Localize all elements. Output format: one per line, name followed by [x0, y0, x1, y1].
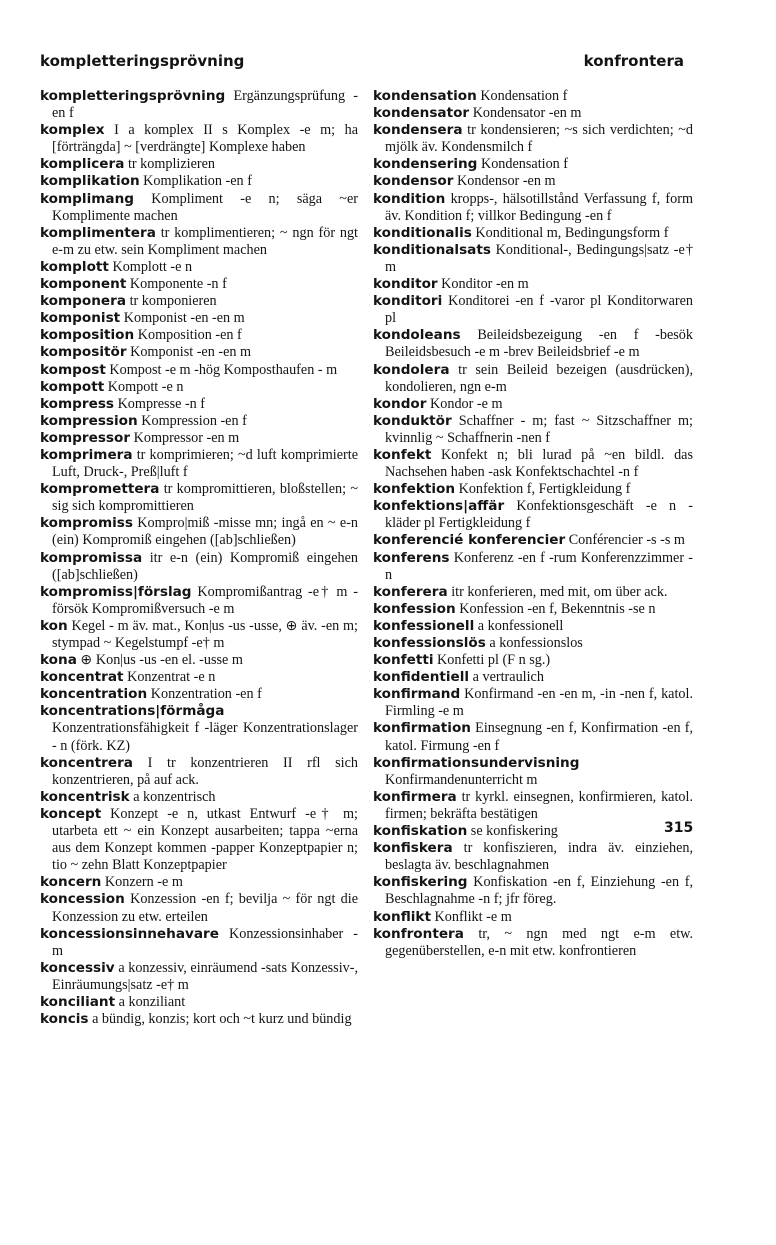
headword: konfiskering [373, 874, 468, 891]
dictionary-entry [373, 327, 693, 361]
definition: Komponente -n f [129, 276, 227, 293]
headword: konfirmera [373, 788, 457, 805]
dictionary-entry [373, 686, 693, 720]
left-column [40, 88, 358, 1028]
dictionary-entry [373, 840, 693, 874]
dictionary-entry [40, 926, 358, 960]
definition: Kompliment -e n; säga ~er Komplimente machen [52, 190, 358, 224]
headword: kompressor [40, 429, 131, 446]
headword: konfirmationsundervisning [373, 754, 580, 771]
dictionary-entry [40, 430, 358, 447]
dictionary-entry [40, 481, 358, 515]
definition: Konzentrationsfähigkeit f -läger Konzentrationslager - n (förk. KZ) [52, 720, 358, 754]
headword: kondensering [373, 156, 478, 173]
definition: Kompost -e m -hög Komposthaufen - m [109, 361, 338, 378]
headword: kondition [373, 190, 446, 207]
page-number: 315 [664, 820, 694, 836]
headword: kondolera [373, 361, 450, 378]
definition: Komponist -en -en m [123, 310, 245, 327]
dictionary-entry [373, 105, 693, 122]
dictionary-entry [373, 191, 693, 225]
headword: konfirmation [373, 720, 471, 737]
headword: kompost [40, 361, 106, 378]
headword: konferens [373, 549, 450, 566]
headword: konditor [373, 276, 438, 293]
headword: komplex [40, 122, 105, 139]
definition: a konfessionell [477, 617, 564, 634]
definition: Konfektion f, Fertigkleidung f [458, 481, 631, 498]
definition: Schaffner - m; fast ~ Sitzschaffner m; kvinnlig ~ Schaffnerin -nen f [385, 412, 693, 446]
headword: konfrontera [373, 925, 464, 942]
headword: koncis [40, 1011, 89, 1028]
headword: komposition [40, 327, 135, 344]
dictionary-entry [40, 225, 358, 259]
dictionary-entry [40, 88, 358, 122]
headword: kompress [40, 395, 115, 412]
definition: Konzession -en f; bevilja ~ för ngt die Konzession zu etw. erteilen [52, 891, 359, 925]
headword: kompromiss [40, 515, 133, 532]
headword: konfidentiell [373, 669, 470, 686]
definition: Konzentration -en f [150, 686, 262, 703]
definition: tr konfiszieren, indra äv. einziehen, beslagta äv. beschlagnahmen [385, 840, 694, 874]
headword: kon [40, 617, 68, 634]
definition: Konfektionsgeschäft -e n -kläder pl Fertigkleidung f [385, 498, 694, 532]
dictionary-entry [373, 225, 693, 242]
dictionary-entry [40, 703, 358, 754]
definition: Kompro|miß -misse mn; ingå en ~ e-n (ein) Kompromiß eingehen ([ab]schließen) [52, 515, 359, 549]
dictionary-entry [373, 498, 693, 532]
headword: kompromiss|förslag [40, 583, 192, 600]
definition: tr komponieren [129, 293, 217, 310]
dictionary-entry [373, 601, 693, 618]
headword: koncept [40, 805, 102, 822]
headword: koncessionsinnehavare [40, 925, 219, 942]
headword: kondensator [373, 105, 470, 122]
dictionary-entry [373, 532, 693, 549]
definition: Konditorei -en f -varor pl Konditorwaren pl [385, 293, 694, 327]
dictionary-entry [40, 669, 358, 686]
dictionary-entry [40, 259, 358, 276]
definition: Kompressor -en m [133, 429, 240, 446]
headword: kompletteringsprövning [40, 88, 226, 104]
headword: konfektions|affär [373, 498, 505, 515]
dictionary-entry [40, 874, 358, 891]
headword: kondensera [373, 122, 463, 139]
dictionary-entry [40, 994, 358, 1011]
headword: koncentration [40, 686, 148, 703]
headword: konduktör [373, 412, 452, 429]
dictionary-entry [40, 515, 358, 549]
definition: Kompromißantrag -e† m -försök Kompromißversuch -e m [52, 583, 358, 617]
dictionary-entry [373, 293, 693, 327]
definition: tr kondensieren; ~s sich verdichten; ~d mjölk äv. Kondensmilch f [385, 122, 694, 156]
definition: Komplott -e n [112, 258, 193, 275]
definition: Kompression -en f [141, 412, 247, 429]
headword: konfiskation [373, 823, 468, 840]
definition: a konziliant [118, 993, 186, 1010]
dictionary-entry [40, 310, 358, 327]
definition: Konfession -en f, Bekenntnis -se n [459, 600, 656, 617]
dictionary-entry [40, 396, 358, 413]
headword: konferera [373, 583, 448, 600]
dictionary-entry [373, 242, 693, 276]
dictionary-entry [373, 122, 693, 156]
definition: Komplikation -en f [143, 173, 252, 190]
dictionary-entry [373, 173, 693, 190]
dictionary-entry [373, 789, 693, 823]
definition: tr komprimieren; ~d luft komprimierte Luft, Druck-, Preß|luft f [52, 446, 358, 481]
definition: I tr konzentrieren II rfl sich konzentrieren, på auf ack. [52, 754, 359, 788]
headword: kona [40, 652, 77, 669]
dictionary-entry [40, 413, 358, 430]
dictionary-entry [40, 447, 358, 481]
definition: Konzern -e m [104, 874, 183, 891]
dictionary-entry [40, 122, 358, 156]
dictionary-entry [373, 874, 693, 908]
dictionary-entry [373, 635, 693, 652]
dictionary-entry [373, 447, 693, 481]
dictionary-entry [40, 173, 358, 190]
right-column [373, 88, 693, 960]
headword: komplott [40, 258, 109, 275]
dictionary-entry [40, 584, 358, 618]
definition: itr e-n (ein) Kompromiß eingehen ([ab]schließen) [52, 549, 358, 583]
headword: konciliant [40, 993, 116, 1010]
definition: Kondensation f [480, 156, 569, 173]
definition: Kondor -e m [430, 395, 503, 412]
dictionary-entry [40, 755, 358, 789]
headword: konferencié konferencier [373, 532, 566, 549]
definition: Ergänzungsprüfung -en f [52, 88, 358, 122]
headword: koncession [40, 891, 125, 908]
headword: konfession [373, 600, 456, 617]
definition: Kondensation f [480, 88, 568, 104]
dictionary-entry [373, 550, 693, 584]
dictionary-entry [40, 156, 358, 173]
dictionary-entry [373, 413, 693, 447]
dictionary-entry [40, 960, 358, 994]
definition: Einsegnung -en f, Konfirmation -en f, katol. Firmung -en f [385, 720, 693, 754]
headword: kompromissa [40, 549, 143, 566]
definition: Konferenz -en f -rum Konferenzzimmer - n [385, 549, 694, 583]
definition: I a komplex II s Komplex -e m; ha [förträngda] ~ [verdrängte] Komplexe haben [52, 122, 358, 156]
definition: Kegel - m äv. mat., Kon|us -us -usse, ⊕ äv. -en m; stympad ~ Kegelstumpf -e† m [52, 617, 358, 651]
dictionary-entry [373, 618, 693, 635]
definition: Konfirmandenunterricht m [385, 771, 538, 788]
definition: Konzentrat -e n [127, 669, 216, 686]
dictionary-entry [40, 344, 358, 361]
definition: Komposition -en f [137, 327, 242, 344]
definition: a konzessiv, einräumend -sats Konzessiv-, Einräumungs|satz -e† m [52, 959, 359, 993]
headword: konfirmand [373, 686, 461, 703]
dictionary-entry [40, 191, 358, 225]
headword: koncern [40, 874, 102, 891]
headword: kondor [373, 395, 427, 412]
definition: ⊕ Kon|us -us -en el. -usse m [80, 652, 243, 669]
definition: Beileidsbezeigung -en f -besök Beileidsbesuch -e m -brev Beileidsbrief -e m [385, 327, 693, 361]
headword: kondensation [373, 88, 477, 104]
definition: Konzessionsinhaber - m [52, 925, 358, 959]
headword: konditionalis [373, 224, 472, 241]
dictionary-entry [373, 755, 693, 789]
headword: komponent [40, 276, 127, 293]
dictionary-entry [40, 789, 358, 806]
dictionary-entry [373, 823, 693, 840]
headword: kondoleans [373, 327, 461, 344]
dictionary-entry [40, 276, 358, 293]
headword: konfiskera [373, 840, 453, 857]
dictionary-entry [373, 481, 693, 498]
definition: Konfetti pl (F n sg.) [437, 652, 551, 669]
dictionary-entry [40, 1011, 358, 1028]
dictionary-entry [373, 362, 693, 396]
definition: a vertraulich [472, 669, 544, 686]
headword: konditori [373, 293, 443, 310]
headword: komponist [40, 310, 121, 327]
definition: a bündig, konzis; kort och ~t kurz und bündig [92, 1011, 352, 1028]
definition: Konzept -e n, utkast Entwurf -e† m; utarbeta ett ~ ein Konzept ausarbeiten; tappa ~erna aus dem Konzept kommen -papper Konzeptpapier n; tio ~ zehn Blatt Konzeptpapier [52, 805, 358, 874]
dictionary-entry [373, 720, 693, 754]
definition: Komponist -en -en m [130, 344, 252, 361]
headword: komponera [40, 293, 127, 310]
definition: Conférencier -s -s m [568, 532, 685, 549]
definition: Konditional m, Bedingungsform f [475, 224, 669, 241]
definition: Kondensor -en m [457, 173, 556, 190]
dictionary-entry [373, 396, 693, 413]
headword: koncentrera [40, 754, 133, 771]
headword: konflikt [373, 908, 431, 925]
dictionary-entry [373, 88, 693, 105]
definition: tr kompromittieren, bloßstellen; ~ sig sich kompromittieren [52, 481, 358, 515]
headword: kondensor [373, 173, 454, 190]
headword: konfessionell [373, 617, 475, 634]
definition: Konditor -en m [441, 276, 529, 293]
definition: Kompresse -n f [117, 395, 206, 412]
definition: Konditional-, Bedingungs|satz -e† m [385, 241, 693, 275]
dictionary-entry [40, 362, 358, 379]
headword: konfektion [373, 481, 456, 498]
running-head-left: kompletteringsprövning [40, 52, 245, 70]
definition: tr komplizieren [127, 156, 216, 173]
dictionary-entry [40, 293, 358, 310]
definition: a konfessionslos [489, 635, 583, 651]
headword: konfekt [373, 446, 432, 463]
headword: kompression [40, 412, 138, 429]
definition: Kompott -e n [107, 378, 184, 395]
headword: kompott [40, 378, 105, 395]
definition: a konzentrisch [133, 788, 216, 805]
definition: itr konferieren, med mit, om über ack. [451, 583, 668, 600]
definition: tr kyrkl. einsegnen, konfirmieren, katol. firmen; bekräfta bestätigen [385, 788, 693, 822]
definition: Kondensator -en m [472, 105, 582, 122]
headword: komprimera [40, 446, 133, 463]
dictionary-entry [373, 669, 693, 686]
headword: komplikation [40, 173, 140, 190]
dictionary-entry [373, 584, 693, 601]
headword: komplimentera [40, 224, 156, 241]
headword: koncentrisk [40, 788, 130, 805]
dictionary-entry [40, 550, 358, 584]
headword: konditionalsats [373, 241, 491, 258]
definition: tr, ~ ngn med ngt e-m etw. gegenüberstellen, e-n mit etw. konfrontieren [385, 925, 694, 959]
dictionary-entry [40, 618, 358, 652]
headword: komplimang [40, 190, 134, 207]
headword: komplicera [40, 156, 125, 173]
dictionary-entry [40, 652, 358, 669]
definition: Konflikt -e m [434, 908, 512, 925]
headword: konfessionslös [373, 635, 486, 651]
definition: Konfirmand -en -en m, -in -nen f, katol. Firmling -e m [385, 686, 693, 720]
dictionary-entry [373, 156, 693, 173]
definition: tr komplimentieren; ~ ngn för ngt e-m zu etw. sein Kompliment machen [52, 224, 358, 258]
dictionary-page [40, 52, 692, 1202]
headword: konfetti [373, 652, 434, 669]
dictionary-entry [40, 686, 358, 703]
definition: tr sein Beileid bezeigen (ausdrücken), kondolieren, ngn e-m [385, 361, 693, 395]
dictionary-entry [40, 891, 358, 925]
headword: koncentrations|förmåga [40, 703, 225, 720]
dictionary-entry [40, 806, 358, 874]
definition: Konfekt n; bli lurad på ~en bildl. das Nachsehen haben -ask Konfektschachtel -n f [385, 446, 694, 481]
definition: Konfiskation -en f, Einziehung -en f, Beschlagnahme -n f; jfr föreg. [385, 874, 693, 908]
dictionary-entry [40, 327, 358, 344]
dictionary-entry [373, 909, 693, 926]
headword: kompromettera [40, 481, 160, 498]
definition: se konfiskering [470, 823, 558, 840]
headword: koncentrat [40, 669, 124, 686]
headword: koncessiv [40, 959, 115, 976]
running-head-right: konfrontera [583, 52, 684, 70]
dictionary-entry [373, 652, 693, 669]
definition: kropps-, hälsotillstånd Verfassung f, form äv. Kondition f; villkor Bedingung -en f [385, 190, 694, 224]
dictionary-entry [373, 276, 693, 293]
running-head [40, 52, 692, 74]
dictionary-entry [373, 926, 693, 960]
headword: kompositör [40, 344, 127, 361]
dictionary-entry [40, 379, 358, 396]
